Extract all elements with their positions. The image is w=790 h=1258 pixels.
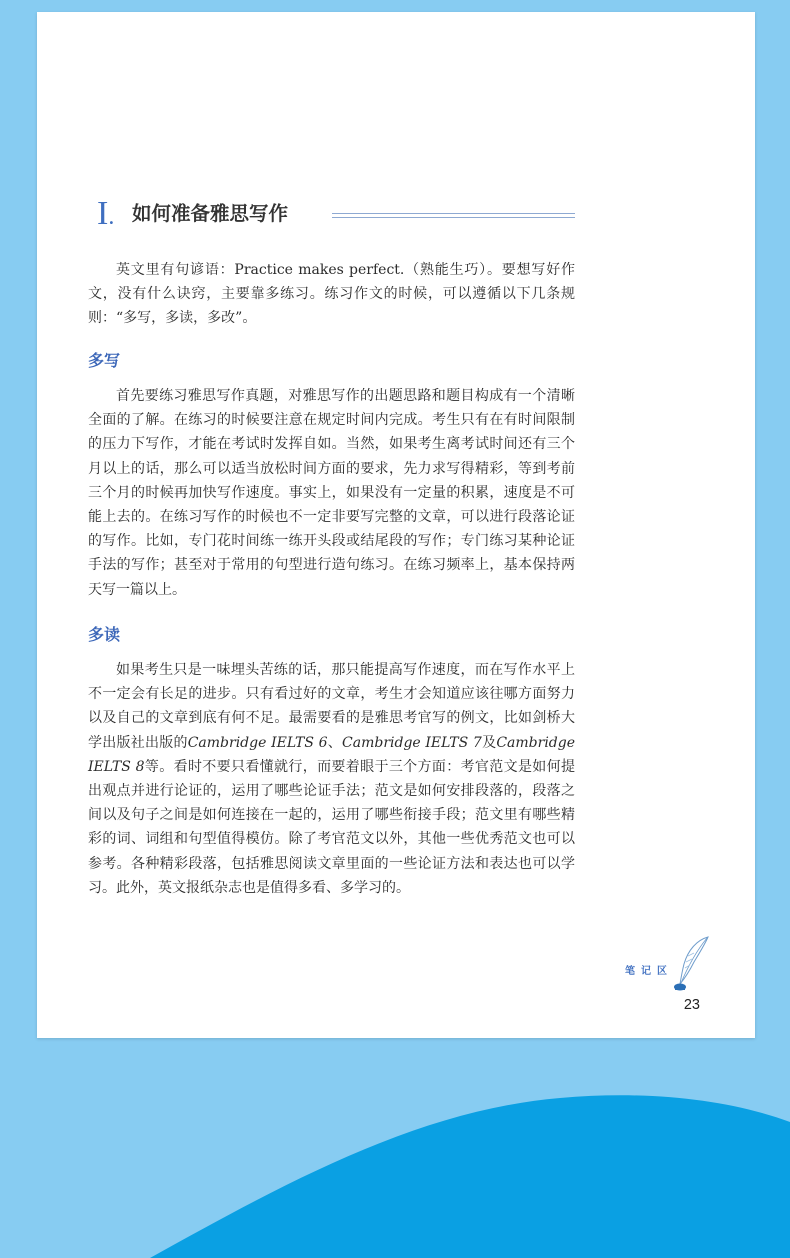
section-title: 如何准备雅思写作 <box>132 202 289 225</box>
write-more-paragraph: 首先要练习雅思写作真题，对雅思写作的出题思路和题目构成有一个清晰全面的了解。在练习的时候要注意在规定时间内完成。考生只有在有时间限制的压力下写作，才能在考试时发挥自如。当然，如果考生离考试时间还有三个月以上的话，那么可以适当放松时间方面的要求，先力求写得精彩，等到考前三个月的时候再加快写作速度。事实上，如果没有一定量的积累，速度是不可能上去的。在练习写作的时候也不一定非要写完整的文章，可以进行段落论证的写作。比如，专门花时间练一练开头段或结尾段的写作；专门练习某种论证手法的写作；甚至对于常用的句型进行造句练习。在练习频率上，基本保持两天写一篇以上。 <box>88 388 575 598</box>
read-more-heading: 多读 <box>88 625 121 644</box>
write-more-heading: 多写 <box>88 351 121 370</box>
title-rule <box>332 213 575 218</box>
book-title: Cambridge IELTS 8 <box>88 734 576 775</box>
book-title: Cambridge IELTS 6 <box>187 734 328 751</box>
section-numeral: I. <box>97 195 115 232</box>
quill-pen-icon <box>672 934 712 994</box>
book-title: Cambridge IELTS 7 <box>342 734 482 751</box>
read-more-paragraph: 如果考生只是一味埋头苦练的话，那只能提高写作速度，而在写作水平上不一定会有长足的进步。只有看过好的文章，考生才会知道应该往哪方面努力以及自己的文章到底有何不足。最需要看的是雅思考官写的例文，比如剑桥大学出版社出版的Cambridge IELTS 6、Cambridge IELTS 7及Cambridge IELTS 8等。看时不要只看懂就行，而要着眼于三个方面：考官范文是如何提出观点并进行论证的，运用了哪些论证手法；范文是如何安排段落的，段落之间以及句子之间是如何连接在一起的，运用了哪些衔接手段；范文里有哪些精彩的词、词组和句型值得模仿。除了考官范文以外，其他一些优秀范文也可以参考。各种精彩段落，包括雅思阅读文章里面的一些论证方法和表达也可以学习。此外，英文报纸杂志也是值得多看、多学习的。 <box>88 662 576 896</box>
book-page <box>37 12 755 1038</box>
notes-area-label: 笔记区 <box>625 966 673 977</box>
intro-paragraph: 英文里有句谚语：Practice makes perfect.（熟能生巧）。要想写好作文，没有什么诀窍，主要靠多练习。练习作文的时候，可以遵循以下几条规则：“多写，多读，多改”。 <box>88 262 575 327</box>
page-number: 23 <box>683 997 700 1013</box>
